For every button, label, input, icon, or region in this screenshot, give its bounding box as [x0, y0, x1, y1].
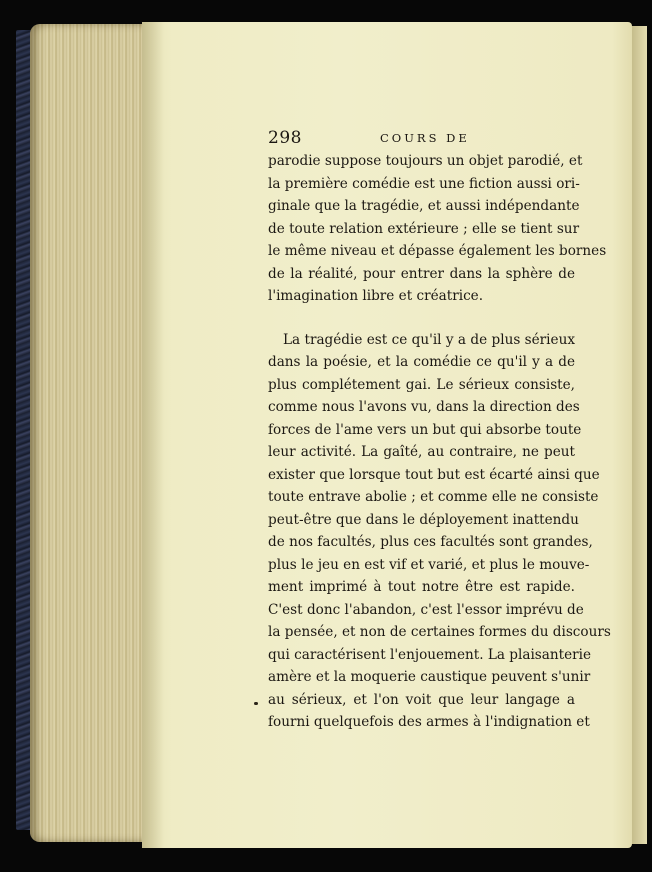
running-head: COURS DE [380, 131, 470, 145]
text-line: ment imprimé à tout notre être est rapide. [268, 579, 575, 595]
text-line: qui caractérisent l'enjouement. La plaisanterie [268, 646, 592, 663]
page-header [268, 128, 578, 148]
text-line: plus le jeu en est vif et varié, et plus le mouve- [268, 556, 590, 573]
text-line: comme nous l'avons vu, dans la direction des [268, 399, 580, 415]
text-line: ginale que la tragédie, et aussi indépendante [268, 198, 580, 214]
text-line: la pensée, et non de certaines formes du discours [268, 624, 611, 640]
text-line: C'est donc l'abandon, c'est l'essor imprévu de [268, 601, 584, 618]
text-line: La tragédie est ce qu'il y a de plus sérieux [283, 331, 575, 348]
page-stack-edges [30, 24, 150, 842]
text-line: l'imagination libre et créatrice. [268, 288, 484, 304]
text-line: leur activité. La gaîté, au contraire, ne peut [268, 444, 575, 460]
text-line: fourni quelquefois des armes à l'indignation et [268, 714, 590, 730]
text-line: peut-être que dans le déployement inattendu [268, 511, 579, 528]
text-line: le même niveau et dépasse également les bornes [268, 243, 607, 259]
text-line: parodie suppose toujours un objet parodié, et [268, 153, 583, 169]
text-line: amère et la moquerie caustique peuvent s'unir [268, 669, 591, 685]
gutter-shadow [142, 22, 164, 848]
text-line: plus complétement gai. Le sérieux consiste, [268, 376, 575, 393]
paragraph-2 [268, 329, 611, 734]
body-text [268, 150, 611, 734]
text-line: de la réalité, pour entrer dans la sphère de [268, 265, 575, 282]
text-line: la première comédie est une fiction aussi ori- [268, 175, 580, 192]
text-line: de nos facultés, plus ces facultés sont grandes, [268, 534, 593, 550]
text-line: exister que lorsque tout but est écarté ainsi que [268, 466, 600, 483]
text-line: au sérieux, et l'on voit que leur langage a [268, 691, 575, 708]
paragraph-gap [268, 308, 575, 329]
page-number: 298 [268, 128, 302, 148]
text-line: forces de l'ame vers un but qui absorbe toute [268, 421, 582, 438]
paragraph-1 [268, 150, 607, 308]
ink-speck [254, 702, 258, 705]
text-line: de toute relation extérieure ; elle se tient sur [268, 220, 580, 237]
text-line: dans la poésie, et la comédie ce qu'il y a de [268, 354, 575, 370]
text-line: toute entrave abolie ; et comme elle ne consiste [268, 489, 599, 505]
